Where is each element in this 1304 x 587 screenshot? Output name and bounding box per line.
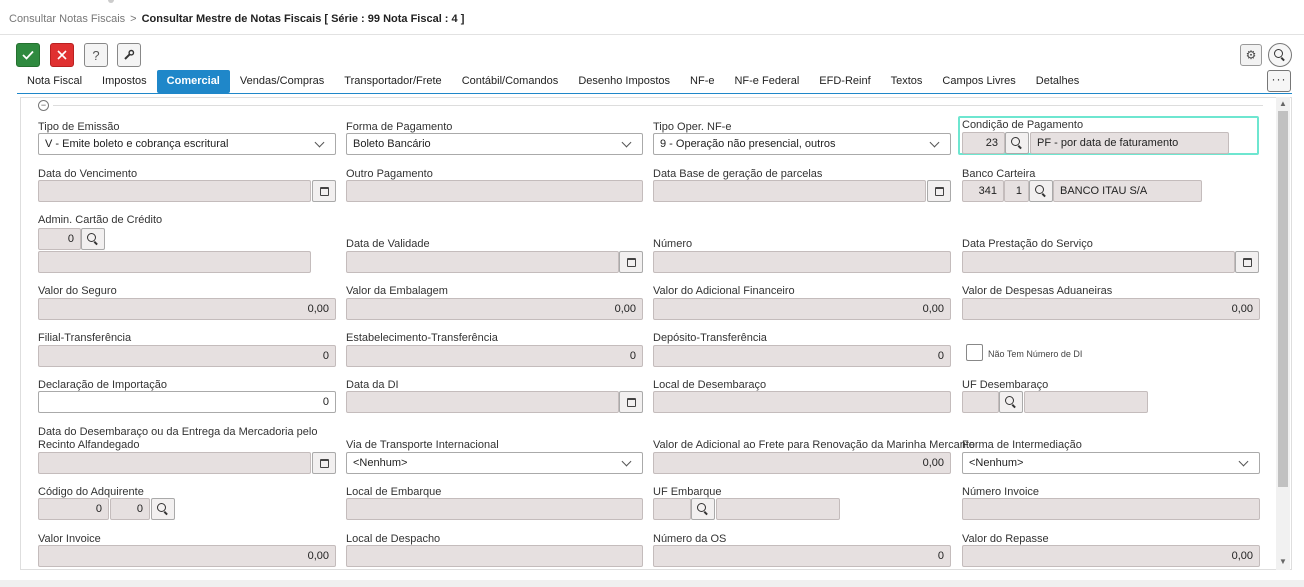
uf-desembaraco-code[interactable] xyxy=(962,391,999,413)
condicao-pagamento-description: PF - por data de faturamento xyxy=(1030,132,1229,154)
search-icon xyxy=(1005,396,1017,408)
top-handle xyxy=(108,0,114,3)
filial-transferencia-label: Filial-Transferência xyxy=(38,332,132,344)
banco-carteira-label: Banco Carteira xyxy=(962,168,1036,180)
valor-embalagem-input[interactable]: 0,00 xyxy=(346,298,643,320)
scroll-down-icon[interactable]: ▼ xyxy=(1279,557,1287,566)
data-prestacao-label: Data Prestação do Serviço xyxy=(962,238,1093,250)
forma-pagamento-select[interactable]: Boleto Bancário xyxy=(346,133,643,155)
banco-carteira-lookup-button[interactable] xyxy=(1029,180,1053,202)
valor-invoice-input[interactable]: 0,00 xyxy=(38,545,336,567)
admin-cartao-lookup-button[interactable] xyxy=(81,228,105,250)
settings-button[interactable] xyxy=(1240,44,1262,66)
data-di-label: Data da DI xyxy=(346,379,399,391)
uf-embarque-description xyxy=(716,498,840,520)
data-desembaraco-calendar-button[interactable] xyxy=(312,452,336,474)
tab-nfe-federal[interactable]: NF-e Federal xyxy=(734,75,800,87)
data-prestacao-calendar-button[interactable] xyxy=(1235,251,1259,273)
tab-nfe[interactable]: NF-e xyxy=(690,75,715,87)
search-icon xyxy=(157,503,169,515)
filial-transferencia-input[interactable]: 0 xyxy=(38,345,336,367)
via-transporte-label: Via de Transporte Internacional xyxy=(346,439,499,451)
uf-embarque-label: UF Embarque xyxy=(653,486,722,498)
calendar-icon xyxy=(320,187,329,196)
gear-icon: ⚙ xyxy=(1245,48,1257,62)
codigo-adquirente-lookup-button[interactable] xyxy=(151,498,175,520)
valor-adicional-frete-label: Valor de Adicional ao Frete para Renovação da Marinha Mercante xyxy=(653,439,976,451)
numero-os-input[interactable]: 0 xyxy=(653,545,951,567)
estabelecimento-transferencia-input[interactable]: 0 xyxy=(346,345,643,367)
uf-embarque-lookup-button[interactable] xyxy=(691,498,715,520)
tab-vendas-compras[interactable]: Vendas/Compras xyxy=(239,75,325,87)
calendar-icon xyxy=(627,398,636,407)
tools-button[interactable] xyxy=(117,43,141,67)
data-vencimento-label: Data do Vencimento xyxy=(38,168,138,180)
search-icon xyxy=(87,233,99,245)
tab-campos-livres[interactable]: Campos Livres xyxy=(942,75,1016,87)
numero-input[interactable] xyxy=(653,251,951,273)
local-despacho-input[interactable] xyxy=(346,545,643,567)
help-label: ? xyxy=(92,47,100,63)
outro-pagamento-input[interactable] xyxy=(346,180,643,202)
valor-embalagem-label: Valor da Embalagem xyxy=(346,285,448,297)
numero-label: Número xyxy=(653,238,693,250)
data-di-input[interactable] xyxy=(346,391,619,413)
search-icon xyxy=(1274,49,1286,61)
local-embarque-input[interactable] xyxy=(346,498,643,520)
check-icon xyxy=(22,50,34,60)
data-vencimento-calendar-button[interactable] xyxy=(312,180,336,202)
data-prestacao-input[interactable] xyxy=(962,251,1235,273)
numero-invoice-input[interactable] xyxy=(962,498,1260,520)
nao-tem-di-label: Não Tem Número de DI xyxy=(988,349,1083,359)
numero-os-label: Número da OS xyxy=(653,533,727,545)
admin-cartao-label: Admin. Cartão de Crédito xyxy=(38,214,163,226)
breadcrumb-current: Consultar Mestre de Notas Fiscais [ Série : 99 Nota Fiscal : 4 ] xyxy=(141,13,465,25)
deposito-transferencia-label: Depósito-Transferência xyxy=(653,332,767,344)
calendar-icon xyxy=(320,459,329,468)
via-transporte-select[interactable]: <Nenhum> xyxy=(346,452,643,474)
search-icon xyxy=(1011,137,1023,149)
cancel-button[interactable] xyxy=(50,43,74,67)
valor-despesas-aduaneiras-label: Valor de Despesas Aduaneiras xyxy=(962,285,1113,297)
forma-intermediacao-label: Forma de Intermediação xyxy=(962,439,1082,451)
tab-contabil-comandos[interactable]: Contábil/Comandos xyxy=(461,75,559,87)
scroll-up-icon[interactable]: ▲ xyxy=(1279,99,1287,108)
scrollbar-thumb[interactable] xyxy=(1278,111,1288,487)
global-search-button[interactable] xyxy=(1268,43,1292,67)
condicao-pagamento-lookup-button[interactable] xyxy=(1005,132,1029,154)
vertical-scrollbar[interactable] xyxy=(1276,97,1290,570)
tab-transportador-frete[interactable]: Transportador/Frete xyxy=(344,75,442,87)
tab-desenho-impostos[interactable]: Desenho Impostos xyxy=(578,75,671,87)
banco-carteira-description: BANCO ITAU S/A xyxy=(1053,180,1202,202)
valor-seguro-label: Valor do Seguro xyxy=(38,285,117,297)
data-vencimento-input[interactable] xyxy=(38,180,311,202)
valor-invoice-label: Valor Invoice xyxy=(38,533,101,545)
valor-adicional-financeiro-label: Valor do Adicional Financeiro xyxy=(653,285,795,297)
codigo-adquirente-label: Código do Adquirente xyxy=(38,486,144,498)
bottom-strip xyxy=(0,580,1304,587)
data-validade-input[interactable] xyxy=(346,251,619,273)
local-despacho-label: Local de Despacho xyxy=(346,533,441,545)
section-divider xyxy=(53,105,1263,106)
estabelecimento-transferencia-label: Estabelecimento-Transferência xyxy=(346,332,498,344)
deposito-transferencia-input[interactable]: 0 xyxy=(653,345,951,367)
outro-pagamento-label: Outro Pagamento xyxy=(346,168,433,180)
tipo-emissao-label: Tipo de Emissão xyxy=(38,121,120,133)
tab-efd-reinf[interactable]: EFD-Reinf xyxy=(819,75,871,87)
codigo-adquirente-input-1[interactable]: 0 xyxy=(38,498,109,520)
tab-impostos[interactable]: Impostos xyxy=(102,75,147,87)
condicao-pagamento-label: Condição de Pagamento xyxy=(962,119,1084,131)
calendar-icon xyxy=(935,187,944,196)
data-base-parcelas-input[interactable] xyxy=(653,180,926,202)
tab-comercial[interactable]: Comercial xyxy=(157,70,230,93)
data-base-parcelas-calendar-button[interactable] xyxy=(927,180,951,202)
forma-pagamento-label: Forma de Pagamento xyxy=(346,121,453,133)
valor-adicional-financeiro-input[interactable]: 0,00 xyxy=(653,298,951,320)
help-button[interactable] xyxy=(84,43,108,67)
wrench-icon xyxy=(123,49,135,61)
condicao-pagamento-code[interactable]: 23 xyxy=(962,132,1005,154)
calendar-icon xyxy=(627,258,636,267)
data-desembaraco-label: Data do Desembaraço ou da Entrega da Mercadoria pelo Recinto Alfandegado xyxy=(38,426,318,451)
codigo-adquirente-input-2[interactable]: 0 xyxy=(110,498,150,520)
data-validade-calendar-button[interactable] xyxy=(619,251,643,273)
search-icon xyxy=(1035,185,1047,197)
valor-despesas-aduaneiras-input[interactable]: 0,00 xyxy=(962,298,1260,320)
local-desembaraco-input[interactable] xyxy=(653,391,951,413)
forma-intermediacao-select[interactable]: <Nenhum> xyxy=(962,452,1260,474)
tab-underline xyxy=(17,93,1292,94)
close-icon xyxy=(57,50,67,60)
calendar-icon xyxy=(1243,258,1252,267)
header-divider xyxy=(0,34,1304,35)
confirm-button[interactable] xyxy=(16,43,40,67)
tab-nota-fiscal[interactable]: Nota Fiscal xyxy=(27,75,83,87)
admin-cartao-description xyxy=(38,251,311,273)
tab-textos[interactable]: Textos xyxy=(890,75,923,87)
data-di-calendar-button[interactable] xyxy=(619,391,643,413)
local-embarque-label: Local de Embarque xyxy=(346,486,442,498)
tab-detalhes[interactable]: Detalhes xyxy=(1035,75,1080,87)
nao-tem-di-checkbox[interactable] xyxy=(966,344,983,361)
collapse-section-icon[interactable]: − xyxy=(38,100,49,111)
breadcrumb-separator: > xyxy=(130,13,137,25)
uf-desembaraco-label: UF Desembaraço xyxy=(962,379,1049,391)
tipo-oper-nfe-label: Tipo Oper. NF-e xyxy=(653,121,732,133)
banco-carteira-wallet[interactable]: 1 xyxy=(1004,180,1029,202)
banco-carteira-code[interactable]: 341 xyxy=(962,180,1004,202)
local-desembaraco-label: Local de Desembaraço xyxy=(653,379,767,391)
breadcrumb-parent[interactable]: Consultar Notas Fiscais xyxy=(9,13,126,25)
data-validade-label: Data de Validade xyxy=(346,238,430,250)
more-tabs-button[interactable]: ··· xyxy=(1267,70,1291,92)
valor-adicional-frete-input[interactable]: 0,00 xyxy=(653,452,951,474)
uf-desembaraco-description xyxy=(1024,391,1148,413)
admin-cartao-code[interactable]: 0 xyxy=(38,228,81,250)
declaracao-importacao-input[interactable]: 0 xyxy=(38,391,336,413)
breadcrumb xyxy=(9,13,464,27)
valor-seguro-input[interactable]: 0,00 xyxy=(38,298,336,320)
declaracao-importacao-label: Declaração de Importação xyxy=(38,379,168,391)
tipo-oper-nfe-select[interactable]: 9 - Operação não presencial, outros xyxy=(653,133,951,155)
valor-repasse-input[interactable]: 0,00 xyxy=(962,545,1260,567)
data-base-parcelas-label: Data Base de geração de parcelas xyxy=(653,168,823,180)
tipo-emissao-select[interactable]: V - Emite boleto e cobrança escritural xyxy=(38,133,336,155)
uf-desembaraco-lookup-button[interactable] xyxy=(999,391,1023,413)
valor-repasse-label: Valor do Repasse xyxy=(962,533,1049,545)
numero-invoice-label: Número Invoice xyxy=(962,486,1040,498)
tab-bar xyxy=(17,70,1089,93)
data-desembaraco-input[interactable] xyxy=(38,452,311,474)
uf-embarque-code[interactable] xyxy=(653,498,691,520)
search-icon xyxy=(697,503,709,515)
top-strip xyxy=(0,0,1304,4)
